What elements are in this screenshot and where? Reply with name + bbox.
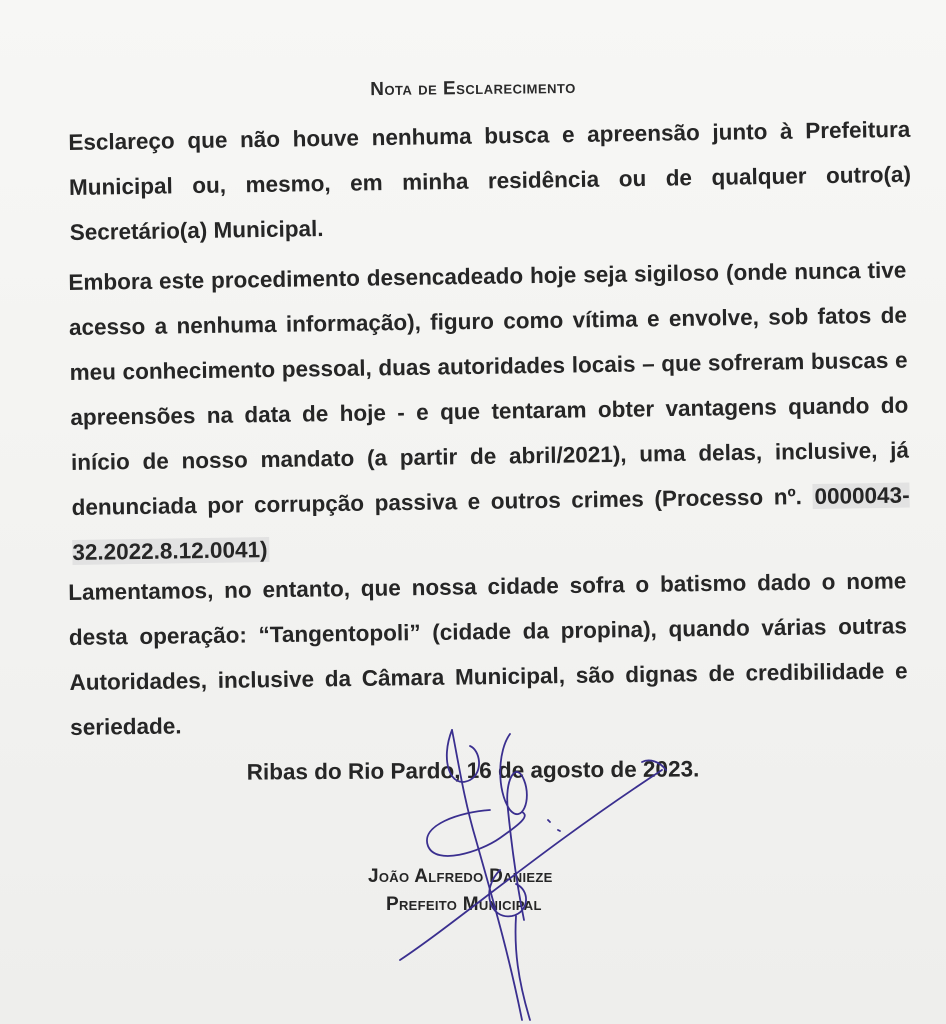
paragraph-procedure	[68, 248, 911, 575]
process-number: 0000043-32.2022.8.12.0041)	[72, 482, 910, 565]
signer-name: João Alfredo Danieze	[368, 866, 553, 887]
place-date: Ribas do Rio Pardo, 16 de agosto de 2023.	[246, 756, 700, 785]
document-title: Nota de Esclarecimento	[370, 76, 576, 101]
paragraph-lament: Lamentamos, no entanto, que nossa cidade sofra o batismo dado o nome desta operação: “Tangentopoli” (cidade da propina), quando várias outras Autoridades, inclusive da Câmara Municipal, são dignas de credibilidade e seriedade.	[68, 568, 908, 740]
paragraph-procedure-text: Embora este procedimento desencadeado hoje seja sigiloso (onde nunca tive acesso a nenhuma informação), figuro como vítima e envolve, sob fatos de meu conhecimento pessoal, duas autoridades locais – que sofreram buscas e apreensões na data de hoje - e que tentaram obter vantagens quando do início de nosso mandato (a partir de abril/2021), uma delas, inclusive, já denunciada por corrupção passiva e outros crimes (Processo nº.	[68, 257, 910, 520]
paragraph-clarification: Esclareço que não houve nenhuma busca e apreensão junto à Prefeitura Municipal ou, mesmo, em minha residência ou de qualquer outro(a) Secretário(a) Municipal.	[68, 116, 912, 245]
signer-role: Prefeito Municipal	[386, 894, 542, 915]
